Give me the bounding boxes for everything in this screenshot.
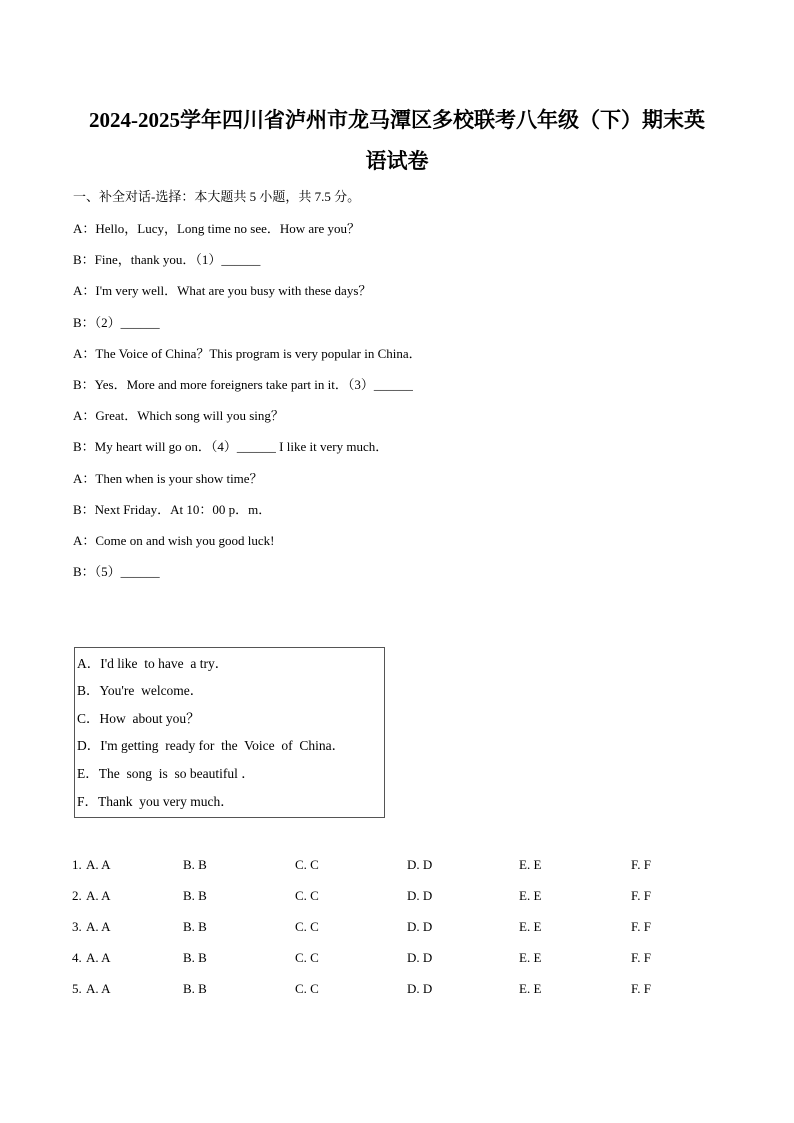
choice-b[interactable]: B. B (183, 919, 207, 934)
choice-e[interactable]: E. E (519, 919, 542, 934)
choice-b[interactable]: B. B (183, 888, 207, 903)
dialogue-line: A：Great．Which song will you sing？ (73, 408, 284, 423)
choice-f[interactable]: F. F (631, 919, 651, 934)
choice-d[interactable]: D. D (407, 919, 433, 934)
choice-c[interactable]: C. C (295, 888, 319, 903)
dialogue-line: B：（2）______ (73, 315, 160, 330)
dialogue-line: B：Fine，thank you．（1）______ (73, 252, 261, 267)
choice-d[interactable]: D. D (407, 950, 433, 965)
choice-a[interactable]: A. A (86, 981, 111, 996)
dialogue-line: B：（5）______ (73, 564, 160, 579)
section-heading: 一、补全对话-选择：本大题共 5 小题，共 7.5 分。 (73, 189, 361, 204)
dialogue-line: B：Next Friday．At 10：00 p．m． (73, 502, 272, 517)
question-number: 4. (72, 950, 82, 965)
choice-f[interactable]: F. F (631, 950, 651, 965)
dialogue-line: A：I'm very well．What are you busy with these days？ (73, 283, 372, 298)
choice-a[interactable]: A. A (86, 888, 111, 903)
choice-b[interactable]: B. B (183, 981, 207, 996)
question-number: 3. (72, 919, 82, 934)
dialogue-line: A：Then when is your show time？ (73, 471, 263, 486)
option-d: D．I'm getting ready for the Voice of China． (77, 738, 346, 753)
option-e: E．The song is so beautiful ． (77, 766, 255, 781)
choice-a[interactable]: A. A (86, 857, 111, 872)
choice-e[interactable]: E. E (519, 888, 542, 903)
choice-d[interactable]: D. D (407, 888, 433, 903)
choice-f[interactable]: F. F (631, 981, 651, 996)
choice-f[interactable]: F. F (631, 857, 651, 872)
choice-d[interactable]: D. D (407, 857, 433, 872)
choice-b[interactable]: B. B (183, 950, 207, 965)
question-number: 5. (72, 981, 82, 996)
option-a: A．I'd like to have a try． (77, 656, 229, 671)
option-f: F．Thank you very much． (77, 794, 234, 809)
choice-b[interactable]: B. B (183, 857, 207, 872)
dialogue-line: A：Hello，Lucy，Long time no see．How are you？ (73, 221, 361, 236)
choice-f[interactable]: F. F (631, 888, 651, 903)
dialogue-line: A：Come on and wish you good luck! (73, 533, 275, 548)
choice-e[interactable]: E. E (519, 950, 542, 965)
choice-e[interactable]: E. E (519, 981, 542, 996)
option-c: C．How about you？ (77, 711, 200, 726)
choice-e[interactable]: E. E (519, 857, 542, 872)
option-b: B．You're welcome． (77, 683, 204, 698)
page-title-line-1: 2024-2025学年四川省泸州市龙马潭区多校联考八年级（下）期末英 (89, 108, 705, 132)
dialogue-line: B：Yes．More and more foreigners take part in it．（3）______ (73, 377, 413, 392)
page-title-line-2: 语试卷 (365, 149, 429, 173)
dialogue-line: B：My heart will go on．（4）______ I like it very much． (73, 439, 389, 454)
dialogue-line: A：The Voice of China？This program is very popular in China． (73, 346, 422, 361)
choice-c[interactable]: C. C (295, 919, 319, 934)
choice-d[interactable]: D. D (407, 981, 433, 996)
choice-c[interactable]: C. C (295, 857, 319, 872)
choice-c[interactable]: C. C (295, 981, 319, 996)
options-box (74, 647, 385, 818)
choice-a[interactable]: A. A (86, 919, 111, 934)
question-number: 2. (72, 888, 82, 903)
choice-c[interactable]: C. C (295, 950, 319, 965)
choice-a[interactable]: A. A (86, 950, 111, 965)
question-number: 1. (72, 857, 82, 872)
